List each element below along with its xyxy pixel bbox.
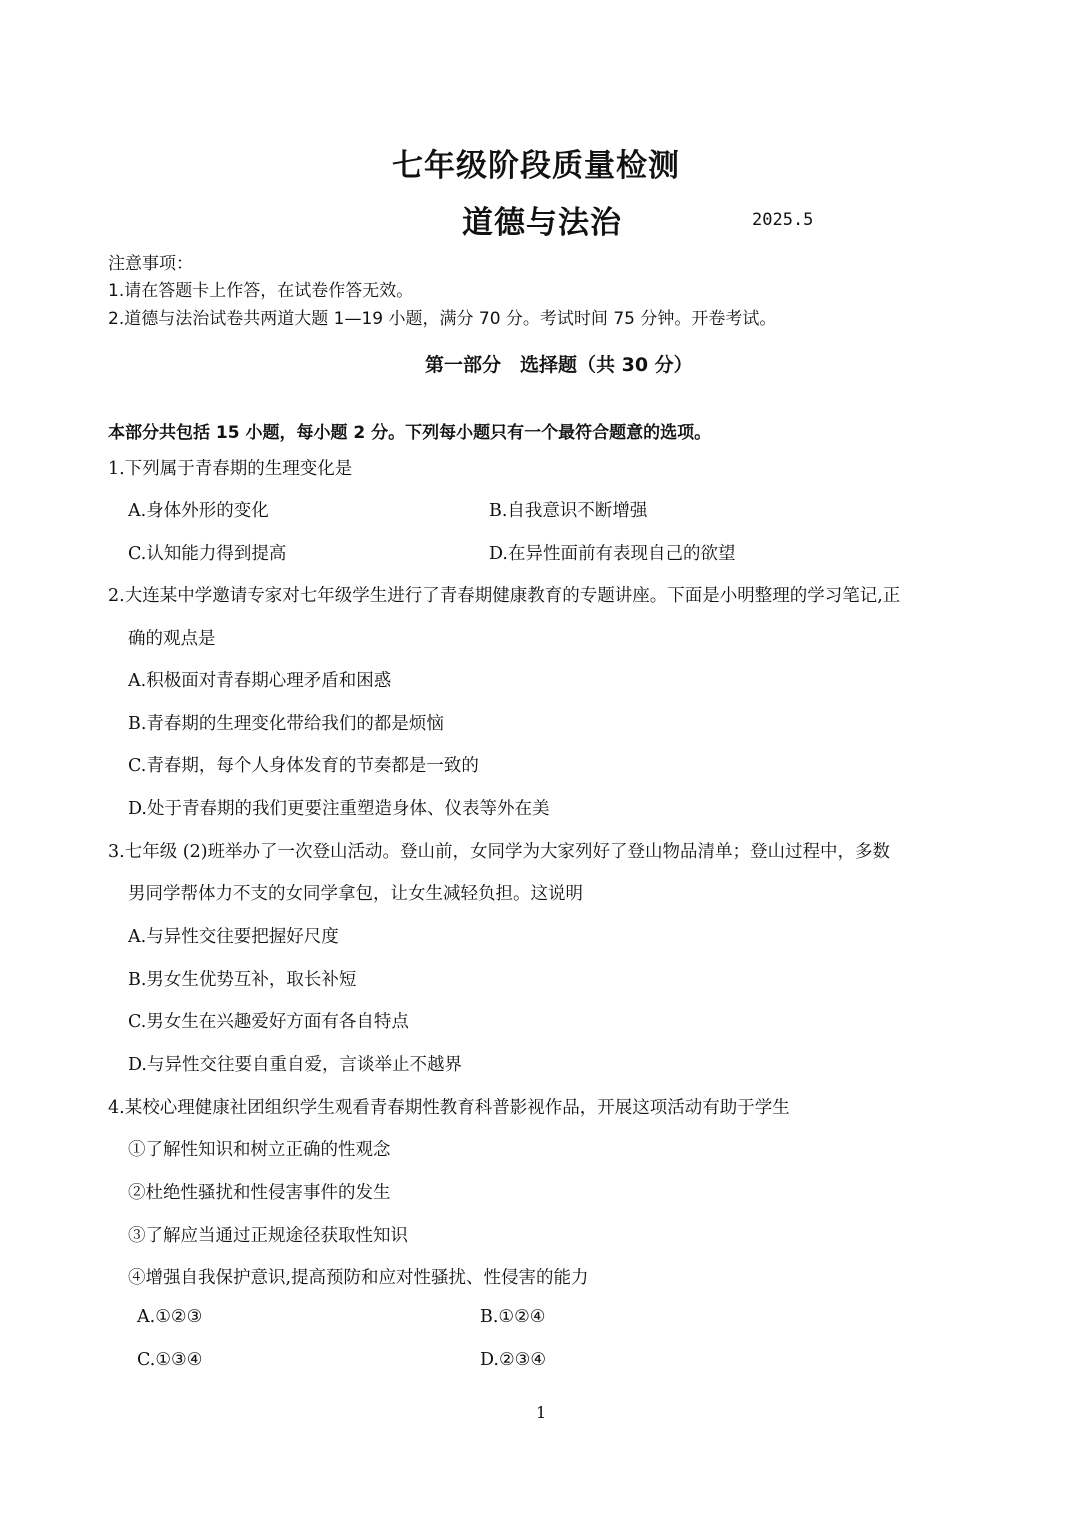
option-b: B.男女生优势互补，取长补短 xyxy=(128,970,357,990)
question-stem: 1.下列属于青春期的生理变化是 xyxy=(108,459,353,479)
statement-3: ③了解应当通过正规途径获取性知识 xyxy=(128,1226,408,1246)
question-stem: 2.大连某中学邀请专家对七年级学生进行了青春期健康教育的专题讲座。下面是小明整理的学习笔记,正 xyxy=(108,586,901,606)
question-stem: 3.七年级 (2)班举办了一次登山活动。登山前，女同学为大家列好了登山物品清单；登山过程中，多数 xyxy=(108,842,891,862)
option-a: A.积极面对青春期心理矛盾和困惑 xyxy=(128,671,392,691)
option-d: D.②③④ xyxy=(480,1350,547,1370)
option-c: C.认知能力得到提高 xyxy=(128,544,287,564)
option-c: C.男女生在兴趣爱好方面有各自特点 xyxy=(128,1012,409,1032)
option-c: C.青春期，每个人身体发育的节奏都是一致的 xyxy=(128,756,479,776)
statement-1: ①了解性知识和树立正确的性观念 xyxy=(128,1140,391,1160)
option-a: A.①②③ xyxy=(137,1307,203,1327)
question-stem: 4.某校心理健康社团组织学生观看青春期性教育科普影视作品，开展这项活动有助于学生 xyxy=(108,1098,790,1118)
option-b: B.①②④ xyxy=(480,1307,546,1327)
option-a: A.与异性交往要把握好尺度 xyxy=(128,927,339,947)
option-d: D.处于青春期的我们更要注重塑造身体、仪表等外在美 xyxy=(128,799,550,819)
option-d: D.与异性交往要自重自爱，言谈举止不越界 xyxy=(128,1055,462,1075)
notice-heading: 注意事项： xyxy=(108,254,193,274)
section-title: 第一部分 选择题（共 30 分） xyxy=(425,354,693,376)
exam-title: 七年级阶段质量检测 xyxy=(392,148,680,184)
statement-2: ②杜绝性骚扰和性侵害事件的发生 xyxy=(128,1183,391,1203)
section-instruction: 本部分共包括 15 小题，每小题 2 分。下列每小题只有一个最符合题意的选项。 xyxy=(108,423,712,443)
option-b: B.青春期的生理变化带给我们的都是烦恼 xyxy=(128,714,444,734)
notice-item: 1.请在答题卡上作答，在试卷作答无效。 xyxy=(108,281,414,301)
statement-4: ④增强自我保护意识,提高预防和应对性骚扰、性侵害的能力 xyxy=(128,1268,589,1288)
question-stem-continued: 确的观点是 xyxy=(128,629,216,649)
exam-date: 2025.5 xyxy=(752,210,814,230)
option-a: A.身体外形的变化 xyxy=(128,501,269,521)
option-c: C.①③④ xyxy=(137,1350,203,1370)
question-stem-continued: 男同学帮体力不支的女同学拿包，让女生减轻负担。这说明 xyxy=(128,884,583,904)
option-b: B.自我意识不断增强 xyxy=(489,501,648,521)
page-number: 1 xyxy=(536,1403,547,1422)
notice-item: 2.道德与法治试卷共两道大题 1—19 小题，满分 70 分。考试时间 75 分钟。开卷考试。 xyxy=(108,309,777,329)
option-d: D.在异性面前有表现自己的欲望 xyxy=(489,544,736,564)
subject-title: 道德与法治 xyxy=(462,205,622,241)
